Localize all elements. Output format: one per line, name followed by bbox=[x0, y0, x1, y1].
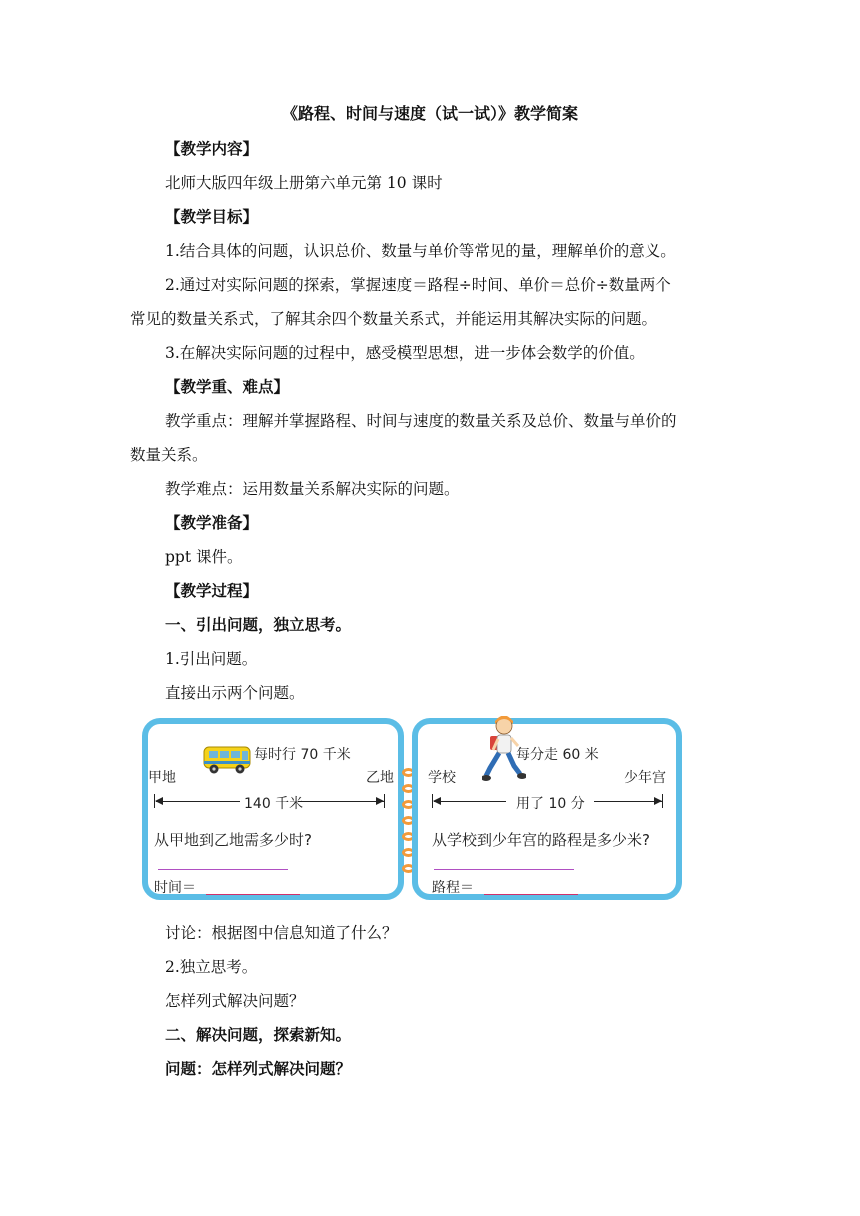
step-1: 1.引出问题。 bbox=[165, 650, 258, 668]
preparation-text: ppt 课件。 bbox=[165, 548, 243, 566]
right-end-tick bbox=[662, 794, 663, 808]
part-1-heading: 一、引出问题，独立思考。 bbox=[165, 615, 352, 634]
left-distance-label: 140 千米 bbox=[244, 796, 304, 812]
left-answer-blank bbox=[158, 869, 288, 870]
right-time-line bbox=[434, 801, 506, 802]
right-start-label: 学校 bbox=[428, 770, 456, 786]
right-answer-label: 路程＝ bbox=[432, 880, 474, 896]
right-answer-blank bbox=[434, 869, 574, 870]
part-2-heading: 二、解决问题，探索新知。 bbox=[165, 1025, 352, 1044]
right-time-label: 用了 10 分 bbox=[516, 796, 585, 812]
left-problem-card bbox=[142, 718, 404, 900]
step-1-text: 直接出示两个问题。 bbox=[165, 684, 305, 702]
bus-icon bbox=[202, 744, 254, 776]
right-arrow-head bbox=[654, 797, 662, 805]
goal-2-line-1: 2.通过对实际问题的探索，掌握速度＝路程÷时间、单价＝总价÷数量两个 bbox=[165, 276, 671, 294]
left-arrow-head bbox=[155, 797, 163, 805]
section-heading-process: 【教学过程】 bbox=[165, 581, 259, 600]
discussion-prompt: 讨论：根据图中信息知道了什么？ bbox=[165, 924, 398, 942]
left-answer-label: 时间＝ bbox=[154, 880, 196, 896]
right-arrow-head bbox=[376, 797, 384, 805]
right-problem-card bbox=[412, 718, 682, 900]
question-heading: 问题：怎样列式解决问题？ bbox=[165, 1059, 352, 1078]
left-start-label: 甲地 bbox=[148, 770, 176, 786]
step-2: 2.独立思考。 bbox=[165, 958, 258, 976]
key-point-line-2: 数量关系。 bbox=[130, 446, 208, 464]
right-time-line bbox=[594, 801, 662, 802]
left-end-label: 乙地 bbox=[366, 770, 394, 786]
right-question: 从学校到少年宫的路程是多少米? bbox=[432, 831, 650, 849]
right-answer-line bbox=[484, 894, 578, 895]
key-point-line-1: 教学重点：理解并掌握路程、时间与速度的数量关系及总价、数量与单价的 bbox=[165, 412, 677, 430]
document-title: 《路程、时间与速度（试一试）》教学简案 bbox=[281, 104, 578, 123]
section-heading-goals: 【教学目标】 bbox=[165, 207, 259, 226]
right-speed-label: 每分走 60 米 bbox=[516, 747, 599, 763]
difficult-point: 教学难点：运用数量关系解决实际的问题。 bbox=[165, 480, 460, 498]
section-heading-content: 【教学内容】 bbox=[165, 139, 259, 158]
left-distance-line bbox=[298, 801, 384, 802]
content-text: 北师大版四年级上册第六单元第 10 课时 bbox=[165, 174, 443, 192]
step-2-text: 怎样列式解决问题？ bbox=[165, 992, 305, 1010]
right-end-label: 少年宫 bbox=[624, 770, 666, 786]
left-question: 从甲地到乙地需多少时? bbox=[154, 831, 312, 849]
left-arrow-head bbox=[433, 797, 441, 805]
section-heading-preparation: 【教学准备】 bbox=[165, 513, 259, 532]
goal-2-line-2: 常见的数量关系式，了解其余四个数量关系式，并能运用其解决实际的问题。 bbox=[130, 310, 658, 328]
left-speed-label: 每时行 70 千米 bbox=[254, 747, 351, 763]
left-answer-line bbox=[206, 894, 300, 895]
section-heading-key-points: 【教学重、难点】 bbox=[165, 377, 290, 396]
problem-illustration bbox=[130, 708, 696, 908]
goal-1: 1.结合具体的问题，认识总价、数量与单价等常见的量，理解单价的意义。 bbox=[165, 242, 676, 260]
left-end-tick bbox=[384, 794, 385, 808]
goal-3: 3.在解决实际问题的过程中，感受模型思想，进一步体会数学的价值。 bbox=[165, 344, 645, 362]
left-distance-line bbox=[156, 801, 240, 802]
